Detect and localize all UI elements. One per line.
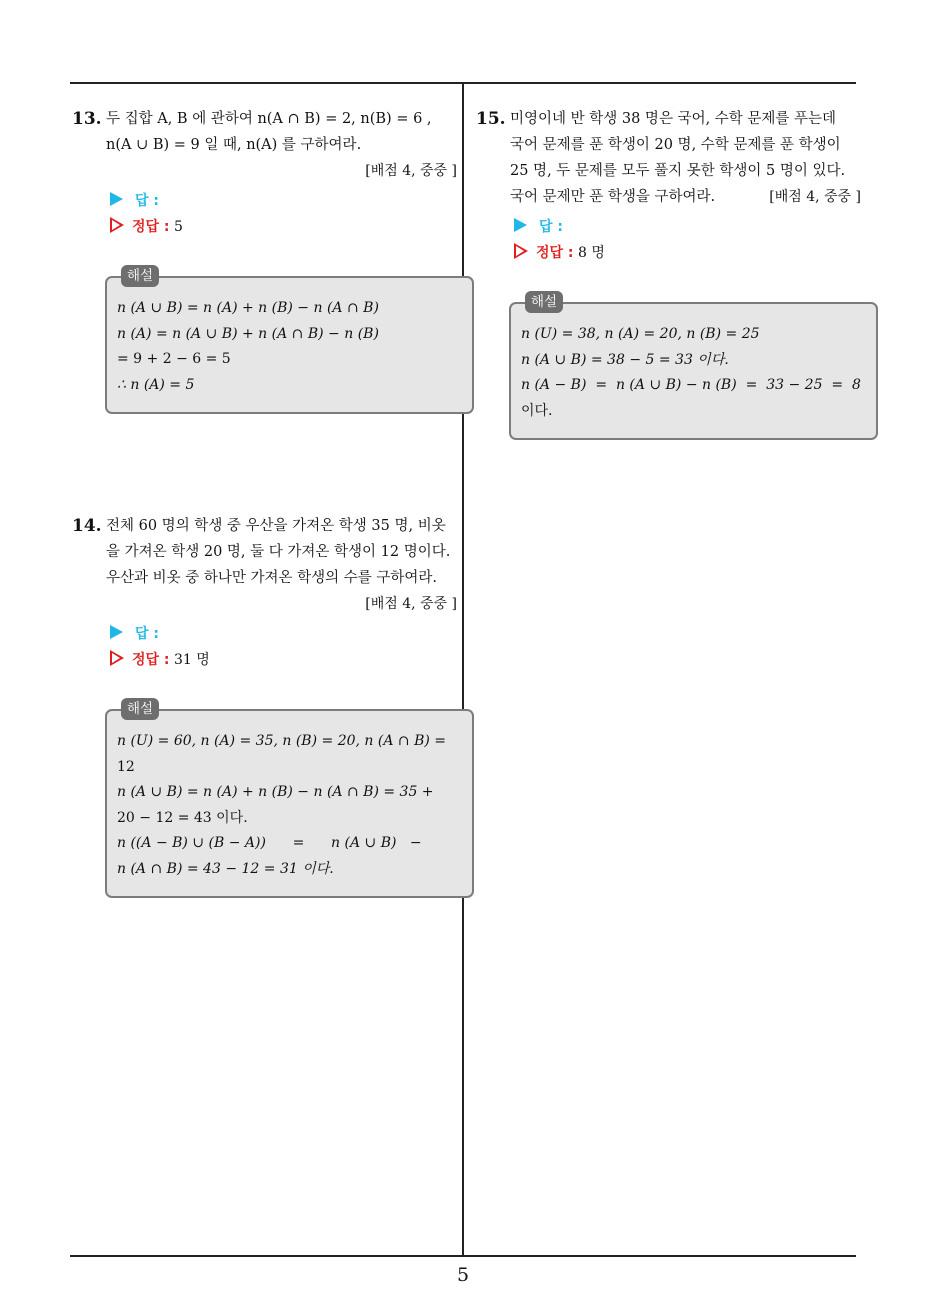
correct-value: 8 명	[577, 245, 605, 261]
statement-line: 두 집합 A, B 에 관하여 n(A ∩ B) = 2, n(B) = 6 ,	[106, 111, 432, 127]
problem-number: 14.	[72, 516, 102, 536]
problem-14	[72, 513, 457, 898]
outline-triangle-icon	[514, 243, 528, 259]
statement-line: 25 명, 두 문제를 모두 풀지 못한 학생이 5 명이 있다.	[510, 163, 846, 179]
correct-value: 5	[173, 219, 183, 235]
correct-label: 정답 :	[132, 219, 170, 235]
correct-answer-line	[110, 214, 457, 240]
outline-triangle-icon	[110, 217, 124, 233]
solution-line: n (A − B) = n (A ∪ B) − n (B) = 33 − 25 = 8	[521, 377, 861, 393]
score-label: [배점 4, 중중 ]	[365, 163, 457, 179]
solution-line: 이다.	[521, 402, 553, 419]
column-divider	[462, 82, 464, 1256]
solution-line: n (A ∩ B) = 43 − 12 = 31 이다.	[117, 860, 334, 877]
statement-line: 미영이네 반 학생 38 명은 국어, 수학 문제를 푸는데	[510, 111, 837, 127]
problem-number: 15.	[476, 109, 506, 129]
play-triangle-icon	[110, 192, 123, 206]
solution-line: ∴ n (A) = 5	[117, 376, 195, 393]
problem-number: 13.	[72, 109, 102, 129]
solution-line: 12	[117, 758, 135, 775]
answer-line	[110, 188, 457, 214]
solution-line: n ((A − B) ∪ (B − A)) = n (A ∪ B) −	[117, 835, 422, 851]
answer-label: 답 :	[539, 219, 563, 235]
solution-line: n (U) = 38, n (A) = 20, n (B) = 25	[521, 326, 760, 342]
answer-line	[514, 214, 861, 240]
solution-tag: 해설	[121, 698, 159, 720]
statement-line: 국어 문제만 푼 학생을 구하여라.	[510, 189, 716, 205]
solution-box	[105, 701, 474, 898]
solution-line: n (A) = n (A ∪ B) + n (A ∩ B) − n (B)	[117, 325, 379, 342]
solution-tag: 해설	[121, 265, 159, 287]
solution-line: = 9 + 2 − 6 = 5	[117, 351, 231, 367]
correct-value: 31 명	[173, 652, 210, 668]
correct-answer-line	[514, 240, 861, 266]
outline-triangle-icon	[110, 650, 124, 666]
solution-line: 20 − 12 = 43 이다.	[117, 809, 248, 826]
solution-box	[105, 268, 474, 414]
statement-line: 국어 문제를 푼 학생이 20 명, 수학 문제를 푼 학생이	[510, 137, 841, 153]
page-number: 5	[456, 1264, 470, 1286]
answer-label: 답 :	[135, 193, 159, 209]
solution-line: n (U) = 60, n (A) = 35, n (B) = 20, n (A ∩ B) =	[117, 733, 447, 749]
correct-label: 정답 :	[132, 652, 170, 668]
solution-line: n (A ∪ B) = 38 − 5 = 33 이다.	[521, 351, 729, 368]
statement-line: 전체 60 명의 학생 중 우산을 가져온 학생 35 명, 비옷	[106, 518, 446, 534]
statement-line: n(A ∪ B) = 9 일 때, n(A) 를 구하여라.	[106, 137, 362, 153]
bottom-rule	[70, 1255, 856, 1257]
solution-line: n (A ∪ B) = n (A) + n (B) − n (A ∩ B)	[117, 300, 379, 316]
solution-box	[509, 294, 878, 440]
problem-13	[72, 106, 457, 414]
play-triangle-icon	[110, 625, 123, 639]
solution-line: n (A ∪ B) = n (A) + n (B) − n (A ∩ B) = 35 +	[117, 784, 434, 800]
solution-tag: 해설	[525, 291, 563, 313]
play-triangle-icon	[514, 218, 527, 232]
statement-line: 을 가져온 학생 20 명, 둘 다 가져온 학생이 12 명이다.	[106, 544, 451, 560]
problem-statement	[72, 106, 457, 158]
statement-line: 우산과 비옷 중 하나만 가져온 학생의 수를 구하여라.	[106, 570, 438, 586]
score-label: [배점 4, 중중 ]	[365, 596, 457, 612]
problem-statement	[476, 106, 861, 210]
answer-line	[110, 621, 457, 647]
correct-answer-line	[110, 647, 457, 673]
correct-label: 정답 :	[536, 245, 574, 261]
problem-15	[476, 106, 861, 440]
answer-label: 답 :	[135, 626, 159, 642]
problem-statement	[72, 513, 457, 591]
score-label: [배점 4, 중중 ]	[769, 189, 861, 205]
